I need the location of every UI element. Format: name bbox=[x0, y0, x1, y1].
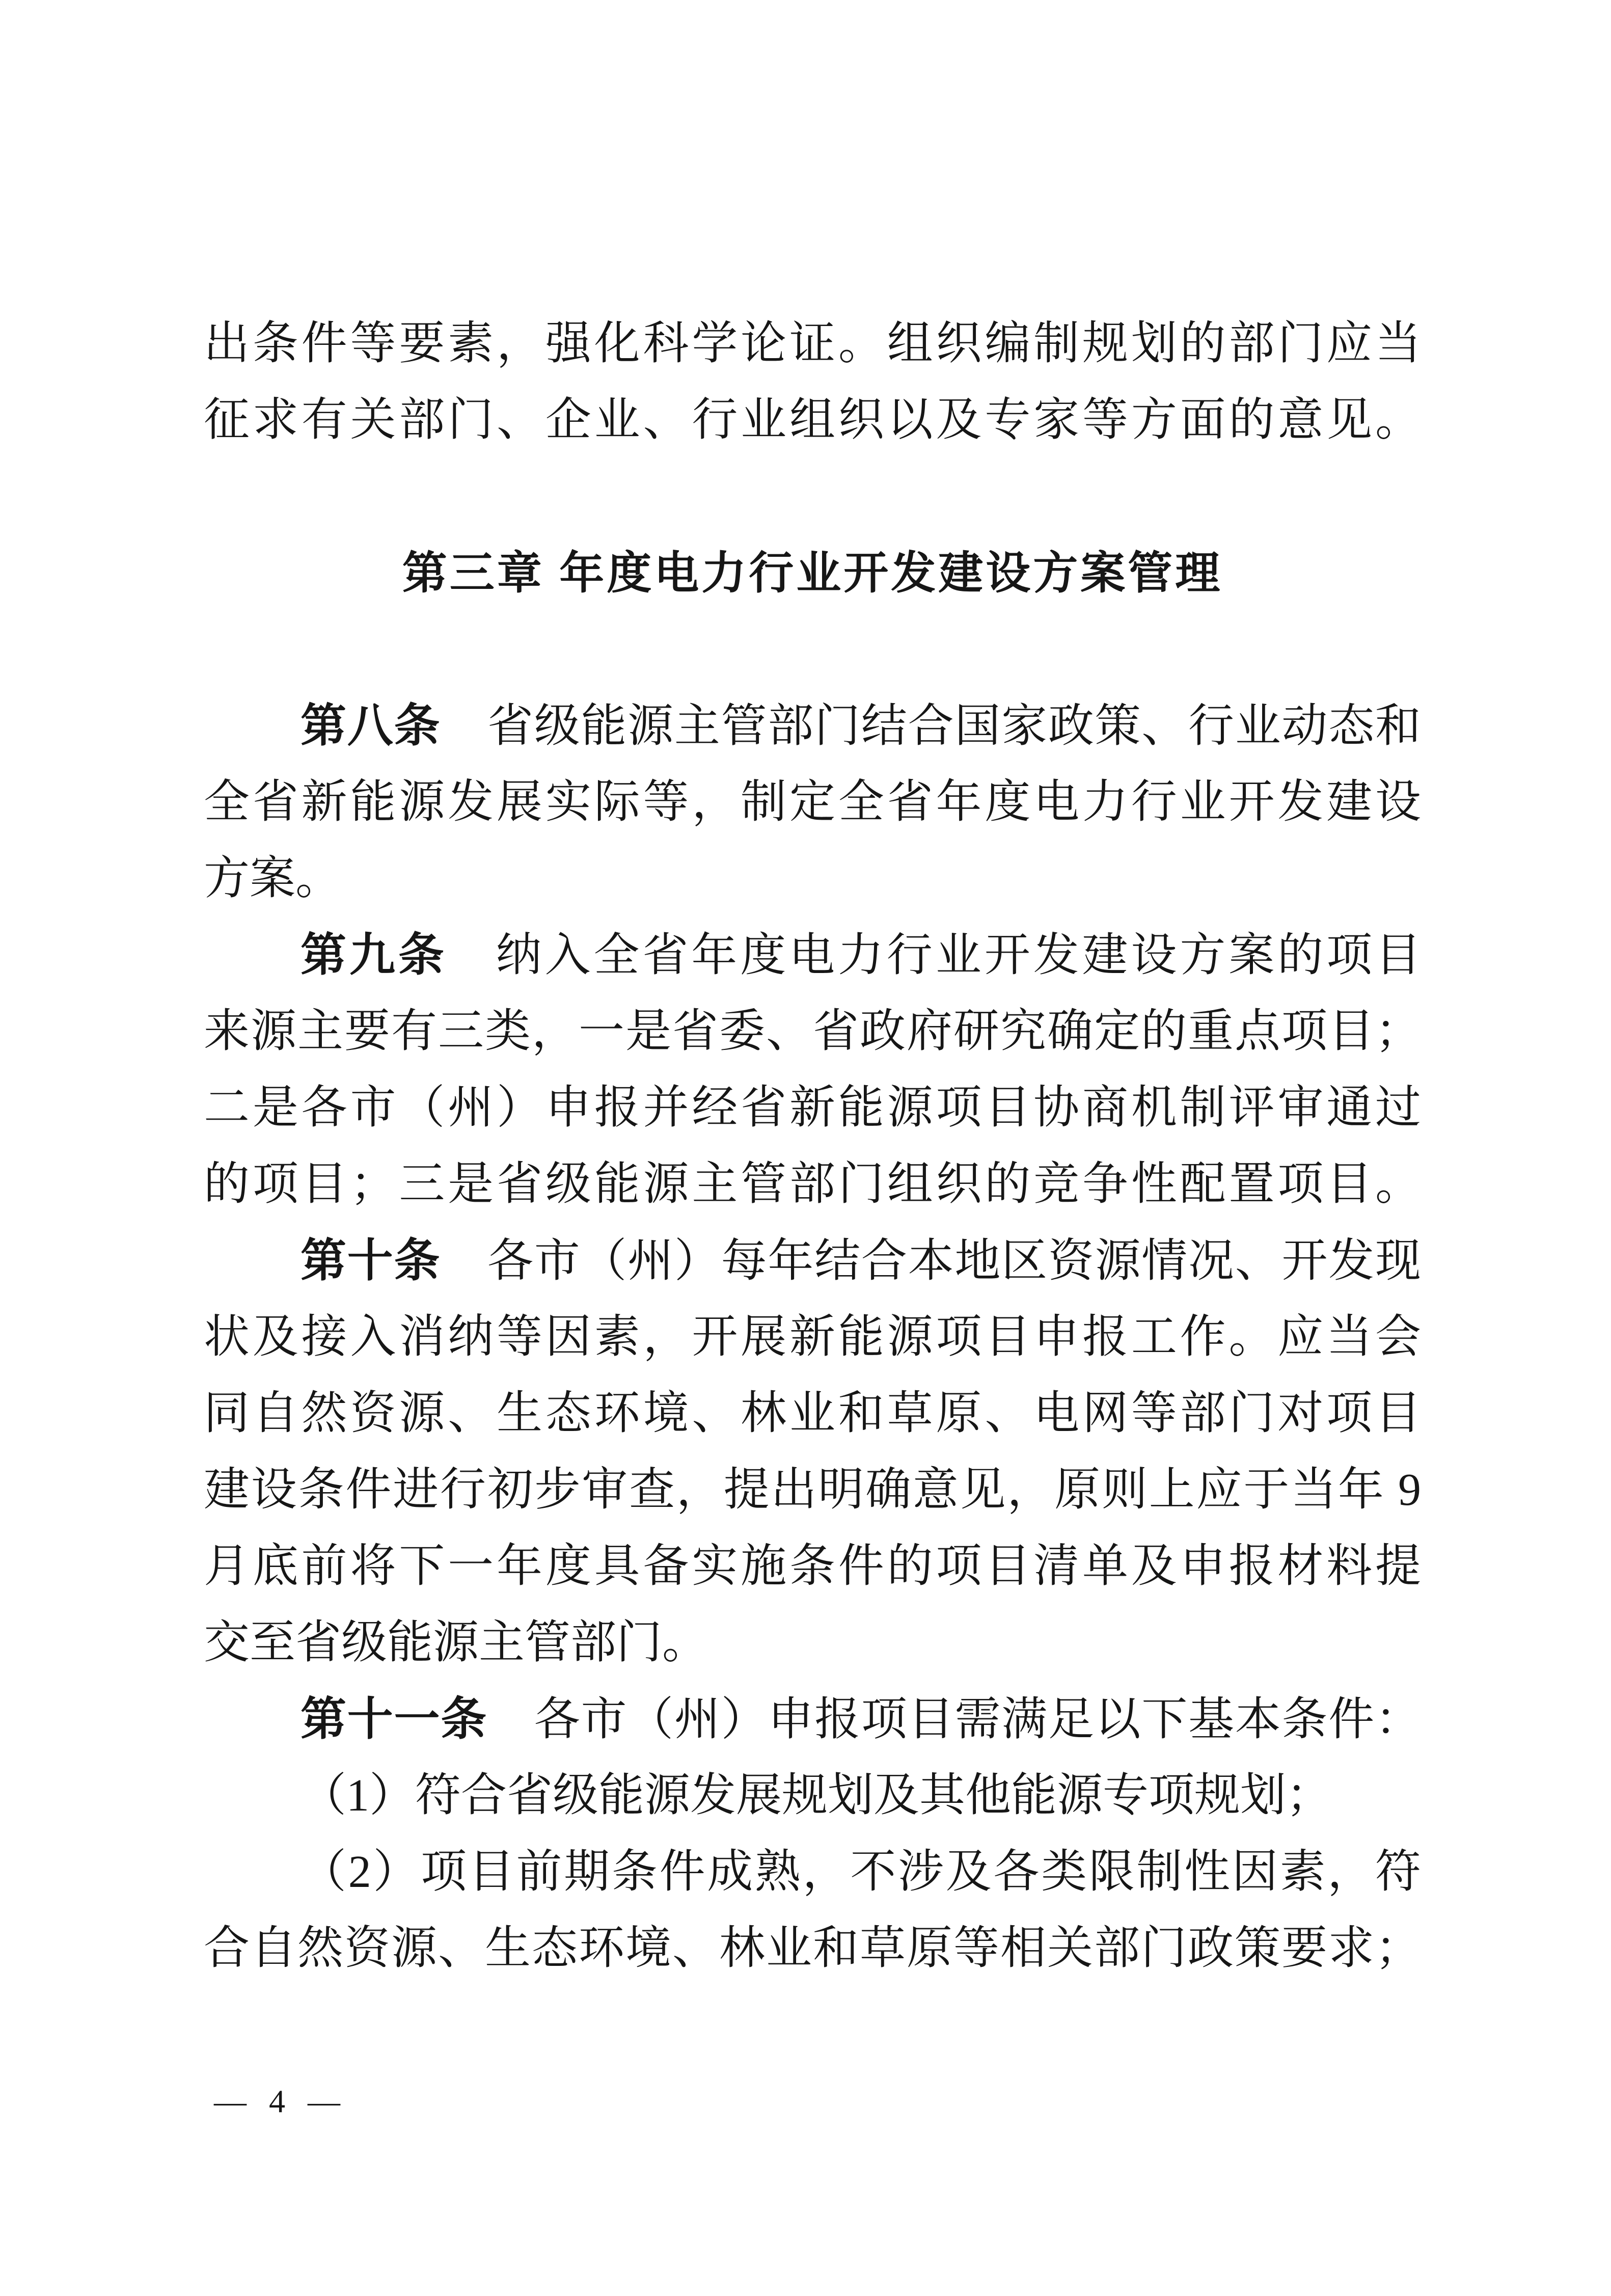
line-text: 状及接入消纳等因素，开展新能源项目申报工作。应当会 bbox=[204, 1312, 1421, 1362]
line-text: 纳入全省年度电力行业开发建设方案的项目 bbox=[447, 930, 1422, 981]
line-text: 各市（州）每年结合本地区资源情况、开发现 bbox=[441, 1236, 1421, 1286]
text-line bbox=[204, 1758, 1421, 1834]
line-text: 方案。 bbox=[204, 853, 341, 904]
line-text: 出条件等要素，强化科学论证。组织编制规划的部门应当 bbox=[204, 318, 1421, 369]
line-text: 交至省级能源主管部门。 bbox=[204, 1617, 708, 1668]
text-line bbox=[204, 841, 1421, 917]
text-line bbox=[204, 1070, 1421, 1146]
article-number: 第八条 bbox=[301, 700, 441, 751]
line-text: 同自然资源、生态环境、林业和草原、电网等部门对项目 bbox=[204, 1388, 1421, 1439]
text-line bbox=[204, 1452, 1421, 1528]
line-text: 全省新能源发展实际等，制定全省年度电力行业开发建设 bbox=[204, 777, 1421, 827]
text-line bbox=[204, 1299, 1421, 1375]
text-line bbox=[204, 1605, 1421, 1681]
page-number: — 4 — bbox=[214, 2083, 347, 2119]
line-text: （1）符合省级能源发展规划及其他能源专项规划； bbox=[301, 1770, 1332, 1821]
line-text: 来源主要有三类，一是省委、省政府研究确定的重点项目； bbox=[204, 1006, 1421, 1057]
blank-line bbox=[204, 458, 1421, 535]
line-text: 省级能源主管部门结合国家政策、行业动态和 bbox=[441, 701, 1421, 751]
line-text: （2）项目前期条件成熟，不涉及各类限制性因素，符 bbox=[301, 1847, 1421, 1897]
blank-line bbox=[204, 611, 1421, 688]
text-line bbox=[204, 1375, 1421, 1452]
text-line bbox=[204, 1681, 1421, 1758]
text-line bbox=[204, 306, 1421, 382]
text-line bbox=[204, 382, 1421, 458]
chapter-heading: 第三章 年度电力行业开发建设方案管理 bbox=[402, 548, 1223, 598]
article-number: 第九条 bbox=[301, 930, 447, 981]
text-line bbox=[204, 1910, 1421, 1987]
text-line bbox=[204, 688, 1421, 764]
line-text: 的项目；三是省级能源主管部门组织的竞争性配置项目。 bbox=[204, 1159, 1421, 1209]
text-line bbox=[204, 1834, 1421, 1910]
page-content bbox=[204, 306, 1421, 1987]
line-text: 征求有关部门、企业、行业组织以及专家等方面的意见。 bbox=[204, 395, 1421, 445]
text-line bbox=[204, 764, 1421, 841]
text-line bbox=[204, 1146, 1421, 1223]
line-text: 合自然资源、生态环境、林业和草原等相关部门政策要求； bbox=[204, 1923, 1421, 1974]
text-line bbox=[204, 917, 1421, 993]
line-text: 各市（州）申报项目需满足以下基本条件： bbox=[487, 1694, 1422, 1745]
article-number: 第十条 bbox=[301, 1235, 441, 1286]
article-number: 第十一条 bbox=[301, 1694, 487, 1745]
line-text: 月底前将下一年度具备实施条件的项目清单及申报材料提 bbox=[204, 1541, 1421, 1591]
text-line bbox=[204, 993, 1421, 1070]
text-line bbox=[204, 1223, 1421, 1299]
line-text: 建设条件进行初步审查，提出明确意见，原则上应于当年 9 bbox=[204, 1465, 1421, 1515]
text-line bbox=[204, 1528, 1421, 1605]
line-text: 二是各市（州）申报并经省新能源项目协商机制评审通过 bbox=[204, 1083, 1421, 1133]
